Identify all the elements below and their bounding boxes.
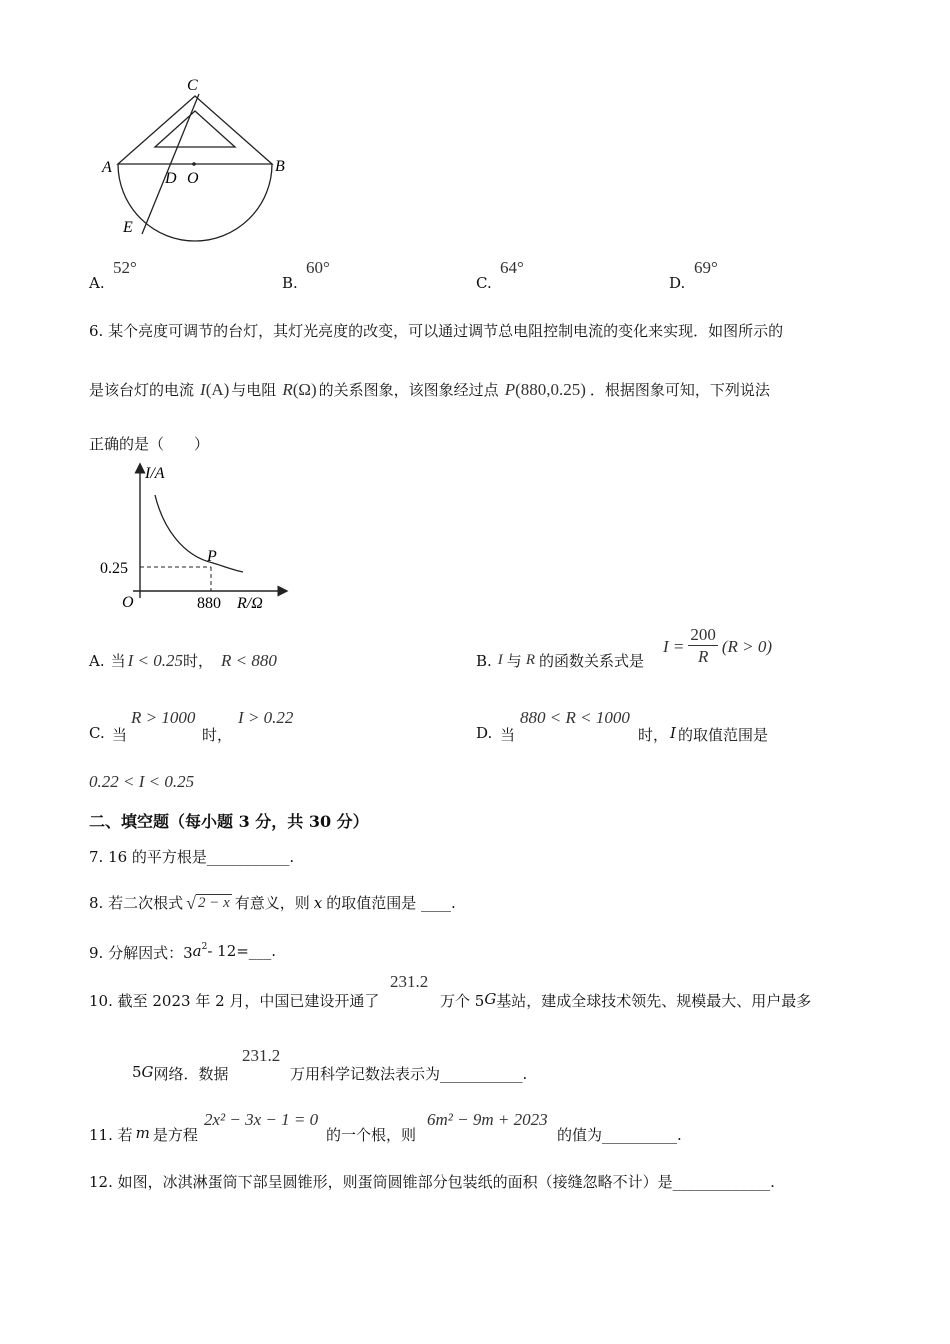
label-d: D	[165, 170, 177, 187]
q10-text-a: 10. 截至 2023 年 2 月，中国已建设开通了	[89, 992, 380, 1010]
q6-line1: 6. 某个亮度可调节的台灯，其灯光亮度的改变，可以通过调节总电阻控制电流的变化来实现．如图所示的	[89, 322, 784, 340]
graph-x-label: R/Ω	[237, 595, 263, 612]
q5-option-a-letter: A.	[89, 274, 105, 292]
q6-option-d-text2: 时，	[638, 726, 669, 744]
q6-option-b-condition: (R > 0)	[721, 636, 773, 656]
q12-text: 12. 如图，冰淇淋蛋筒下部呈圆锥形，则蛋筒圆锥部分包装纸的面积（接缝忽略不计）是_____________.	[89, 1173, 775, 1191]
q10-number-1: 231.2	[390, 972, 429, 991]
q10-text-f: 万用科学记数法表示为___________.	[290, 1065, 528, 1083]
sqrt-icon: √	[186, 892, 196, 913]
q6-option-d-range: 0.22 < I < 0.25	[89, 772, 195, 791]
label-o: O	[187, 170, 199, 187]
q10-text-d: 5	[132, 1063, 142, 1081]
q10-line1-tail	[440, 990, 811, 1011]
q6-inverse-graph	[95, 460, 290, 615]
q6-option-b-lhs: I =	[663, 636, 685, 656]
q8-text-c: 的取值范围是 ____.	[326, 894, 456, 912]
q6-line2-text-b: 与电阻	[231, 381, 277, 399]
section-title: 二、填空题（每小题 3 分，共 30 分）	[89, 812, 369, 831]
q5-option-c-value: 64°	[500, 258, 524, 277]
q6-current-unit: (A)	[205, 379, 230, 399]
q6-option-a-math1: I < 0.25	[127, 650, 184, 670]
q6-option-b-letter: B.	[476, 651, 492, 670]
q9-text-b: - 12=___.	[207, 942, 277, 960]
q6-option-c-text2: 时，	[202, 726, 233, 744]
q6-option-b-denominator: R	[697, 647, 709, 666]
semicircle-triangle-figure	[95, 70, 300, 250]
q6-option-a-text1: 当	[110, 652, 126, 670]
q6-option-c-math1: R > 1000	[131, 708, 196, 727]
q11-text-a: 11. 若	[89, 1126, 133, 1144]
q6-option-b-numerator: 200	[690, 625, 716, 644]
outer-triangle	[118, 96, 272, 164]
q8-text-a: 8. 若二次根式	[89, 894, 184, 912]
q11-text-c: 的一个根，则	[326, 1126, 417, 1144]
q6-option-d-tail	[638, 724, 768, 745]
q6-option-c-text1: 当	[112, 726, 128, 744]
q10-g1: G	[484, 990, 497, 1008]
q11-expression: 6m² − 9m + 2023	[427, 1110, 548, 1129]
q9-line	[89, 942, 276, 963]
q10-text-c: 基站，建成全球技术领先、规模最大、用户最多	[496, 992, 812, 1010]
q9-exponent: 2	[201, 942, 208, 952]
q6-option-d-text1: 当	[500, 726, 516, 744]
q9-text-a: 9. 分解因式：3	[89, 944, 193, 962]
q6-option-b-text-and: 与	[506, 652, 522, 670]
q11-text-b: 是方程	[152, 1126, 198, 1144]
label-b: B	[275, 158, 285, 175]
q5-option-c-letter: C.	[476, 274, 492, 292]
q6-line3: 正确的是（ ）	[89, 435, 210, 453]
graph-y-label: I/A	[145, 465, 165, 482]
q10-number-2: 231.2	[242, 1046, 281, 1065]
q8-var-x: x	[313, 893, 323, 912]
label-a: A	[102, 159, 112, 176]
q6-option-b-fraction	[688, 625, 718, 668]
q6-option-c-letter: C.	[89, 724, 105, 742]
q6-option-d-math1: 880 < R < 1000	[520, 708, 630, 727]
q6-option-a-math2: R < 880	[221, 650, 277, 670]
q6-option-c-math2: I > 0.22	[238, 708, 294, 727]
q6-line2-text-c: 的关系图象，该图象经过点	[318, 381, 499, 399]
q6-option-a-letter: A.	[89, 651, 105, 670]
q8-text-b: 有意义，则	[234, 894, 310, 912]
q10-g2: G	[141, 1063, 154, 1081]
q6-line2-text-a: 是该台灯的电流	[89, 381, 195, 399]
q8-line	[89, 892, 456, 913]
q10-line2-head	[132, 1063, 229, 1084]
q6-option-b-text: 的函数关系式是	[538, 652, 644, 670]
label-e: E	[123, 219, 133, 236]
q6-line2	[89, 379, 770, 400]
inverse-curve	[155, 495, 243, 572]
q6-option-d-letter: D.	[476, 724, 493, 742]
q6-point-coordinates: (880,0.25)	[515, 379, 586, 399]
q6-resistance-unit: (Ω)	[292, 379, 317, 399]
graph-y-tick: 0.25	[100, 560, 128, 577]
center-dot	[192, 162, 196, 166]
q10-text-e: 网络．数据	[153, 1065, 229, 1083]
q10-text-b: 万个 5	[440, 992, 485, 1010]
q5-option-a-value: 52°	[113, 258, 137, 277]
q6-option-b-var-r: R	[525, 652, 535, 668]
q7-text: 7. 16 的平方根是___________.	[89, 848, 295, 866]
q6-current-symbol: I	[200, 379, 206, 399]
q6-option-d-var-i: I	[670, 724, 676, 742]
graph-origin-label: O	[122, 594, 134, 611]
q6-option-a	[89, 650, 277, 671]
q6-option-b	[476, 650, 644, 671]
q6-resistance-symbol: R	[282, 379, 293, 399]
label-c: C	[187, 77, 198, 94]
graph-point-label: P	[207, 548, 217, 565]
q8-radicand: 2 − x	[197, 894, 230, 911]
q6-option-b-var-i: I	[497, 652, 503, 668]
q9-var-a: a	[192, 942, 202, 960]
q6-option-a-text2: 时，	[183, 652, 214, 670]
q5-option-b-value: 60°	[306, 258, 330, 277]
q11-var-m: m	[135, 1124, 150, 1142]
q8-sqrt	[186, 894, 232, 912]
graph-x-tick: 880	[197, 595, 221, 612]
q11-equation: 2x² − 3x − 1 = 0	[204, 1110, 319, 1129]
q11-head	[89, 1124, 198, 1145]
q11-text-d: 的值为__________.	[557, 1126, 682, 1144]
q6-option-d-text3: 的取值范围是	[677, 726, 768, 744]
inner-triangle	[155, 111, 235, 147]
q6-option-b-formula	[663, 625, 772, 668]
q5-option-d-letter: D.	[669, 274, 686, 292]
q5-option-b-letter: B.	[282, 274, 298, 292]
q5-option-d-value: 69°	[694, 258, 718, 277]
q6-point-symbol: P	[504, 379, 516, 399]
q6-line2-text-d: ．根据图象可知，下列说法	[589, 381, 770, 399]
